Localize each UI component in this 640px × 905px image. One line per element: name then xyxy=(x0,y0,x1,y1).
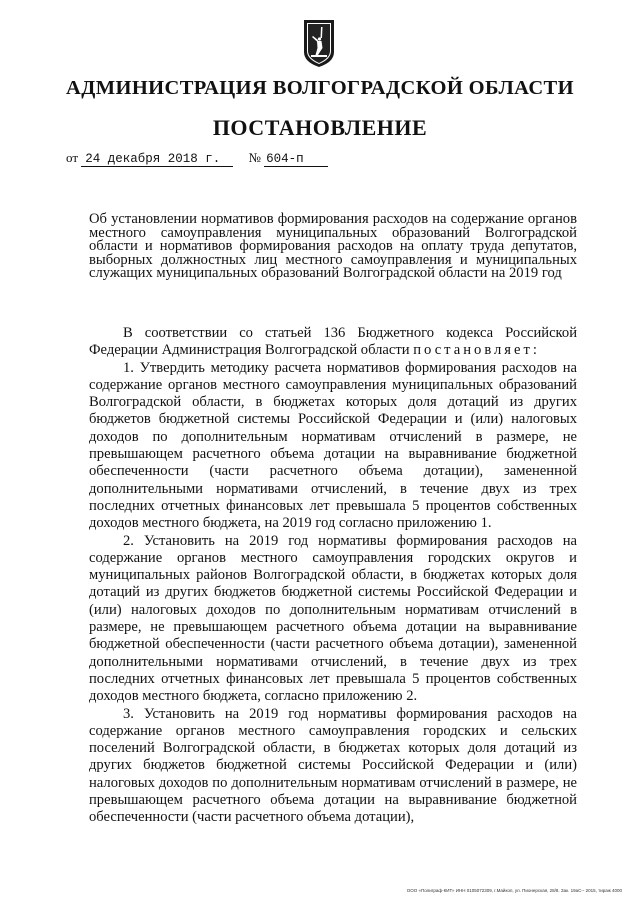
item-3-paragraph: 3. Установить на 2019 год нормативы формирования расходов на содержание органов местного самоуправления городских и сельских поселений Волгоградской области, в бюджетах которых доля дотаций из других бюджетов бюджетной системы Российской Федерации и (или) налоговых доходов по дополнительным нормативам отчислений в размере, не превышающем расчетного объема дотации на выравнивание бюджетной обеспеченности (части расчетного объема дотации), xyxy=(89,705,577,826)
document-title: Об установлении нормативов формирования расходов на содержание органов местного самоуправления муниципальных образований Волгоградской области и нормативов формирования расходов на оплату труда депутатов, выборных должностных лиц местного самоуправления и муниципальных служащих муниципальных образований Волгоградской области на 2019 год xyxy=(89,211,577,282)
number-prefix: № xyxy=(248,150,261,165)
document-body xyxy=(89,325,577,827)
item-1-paragraph: 1. Утвердить методику расчета нормативов формирования расходов на содержание органов местного самоуправления муниципальных образований Волгоградской области, в бюджетах которых доля дотаций из других бюджетов бюджетной системы Российской Федерации и (или) налоговых доходов по дополнительным нормативам отчислений в размере, не превышающем расчетного объема дотации на выравнивание бюджетной обеспеченности (части расчетного объема дотации), замененной дополнительными нормативами отчислений, в течение двух из трех последних отчетных финансовых лет превышала 5 процентов собственных доходов местного бюджета, на 2019 год согласно приложению 1. xyxy=(89,359,577,532)
intro-paragraph xyxy=(89,325,577,360)
print-footer: ООО «Полиграф-КИТ» ИНН 0105072309, г.Майкоп, ул. Пионерская, 28/8. Зак. 19аС-- 2015, тираж 4000 xyxy=(406,888,622,893)
intro-text: В соответствии со статьей 136 Бюджетного кодекса Российской Федерации Администрация Волгоградской области xyxy=(89,325,577,359)
document-number: 604-п xyxy=(264,152,328,167)
resolves-word: постановляет: xyxy=(413,342,540,359)
date-prefix: от xyxy=(66,150,79,165)
date-number-line xyxy=(66,150,328,167)
item-2-paragraph: 2. Установить на 2019 год нормативы формирования расходов на содержание органов местного самоуправления городских округов и муниципальных районов Волгоградской области, в бюджетах которых доля дотаций из других бюджетов бюджетной системы Российской Федерации и (или) налоговых доходов по дополнительным нормативам отчислений в размере, не превышающем расчетного объема дотации на выравнивание бюджетной обеспеченности (части расчетного объема дотации), замененной дополнительными нормативами отчислений, в течение двух из трех последних отчетных финансовых лет превышала 5 процентов собственных доходов местного бюджета, согласно приложению 2. xyxy=(89,532,577,705)
coat-of-arms-emblem xyxy=(301,18,337,68)
document-type: ПОСТАНОВЛЕНИЕ xyxy=(212,115,428,140)
organization-name: АДМИНИСТРАЦИЯ ВОЛГОГРАДСКОЙ ОБЛАСТИ xyxy=(66,77,574,99)
document-date: 24 декабря 2018 г. xyxy=(81,152,233,167)
